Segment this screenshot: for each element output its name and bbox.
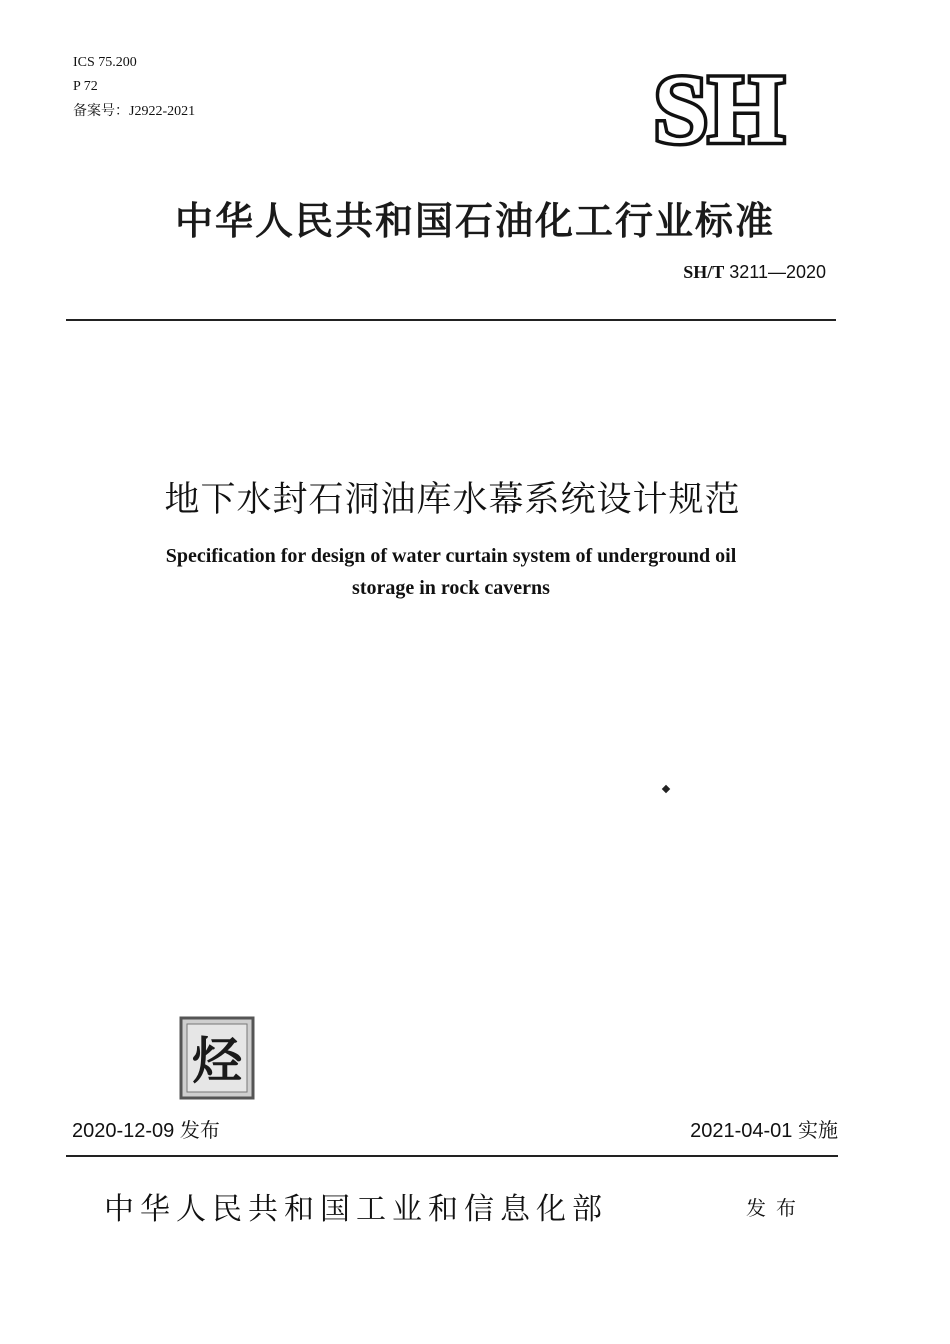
classification-code: P 72 (73, 79, 98, 94)
implementation-date: 2021-04-01 实施 (690, 1120, 838, 1142)
filing-number: 备案号：J2922-2021 (73, 104, 196, 119)
sh-logo-graphic (624, 64, 814, 150)
english-title-line-1: Specification for design of water curtain system of underground oil (165, 545, 737, 567)
bullet-mark (662, 785, 670, 793)
document-title-chinese: 地下水封石洞油库水幕系统设计规范 (164, 480, 741, 520)
standard-prefix: SH/T (683, 262, 725, 282)
document-title-english (100, 540, 802, 604)
issuing-ministry: 中华人民共和国工业和信息化部 (104, 1192, 608, 1227)
standard-number (683, 262, 826, 283)
ics-code: ICS 75.200 (73, 55, 137, 70)
publish-date: 2020-12-09 发布 (72, 1120, 220, 1142)
bottom-divider (66, 1155, 838, 1157)
industry-standard-title: 中华人民共和国石油化工行业标准 (174, 199, 775, 243)
sh-logo (624, 64, 814, 150)
issue-label: 发布 (746, 1196, 806, 1220)
sh-logo-text: SH (653, 64, 785, 150)
standard-code: 3211—2020 (729, 262, 826, 282)
seal-graphic (179, 1016, 255, 1100)
publisher-seal (179, 1016, 255, 1100)
english-title-line-2: storage in rock caverns (352, 577, 550, 599)
top-divider (66, 319, 836, 321)
seal-text: 烃 (192, 1032, 242, 1090)
